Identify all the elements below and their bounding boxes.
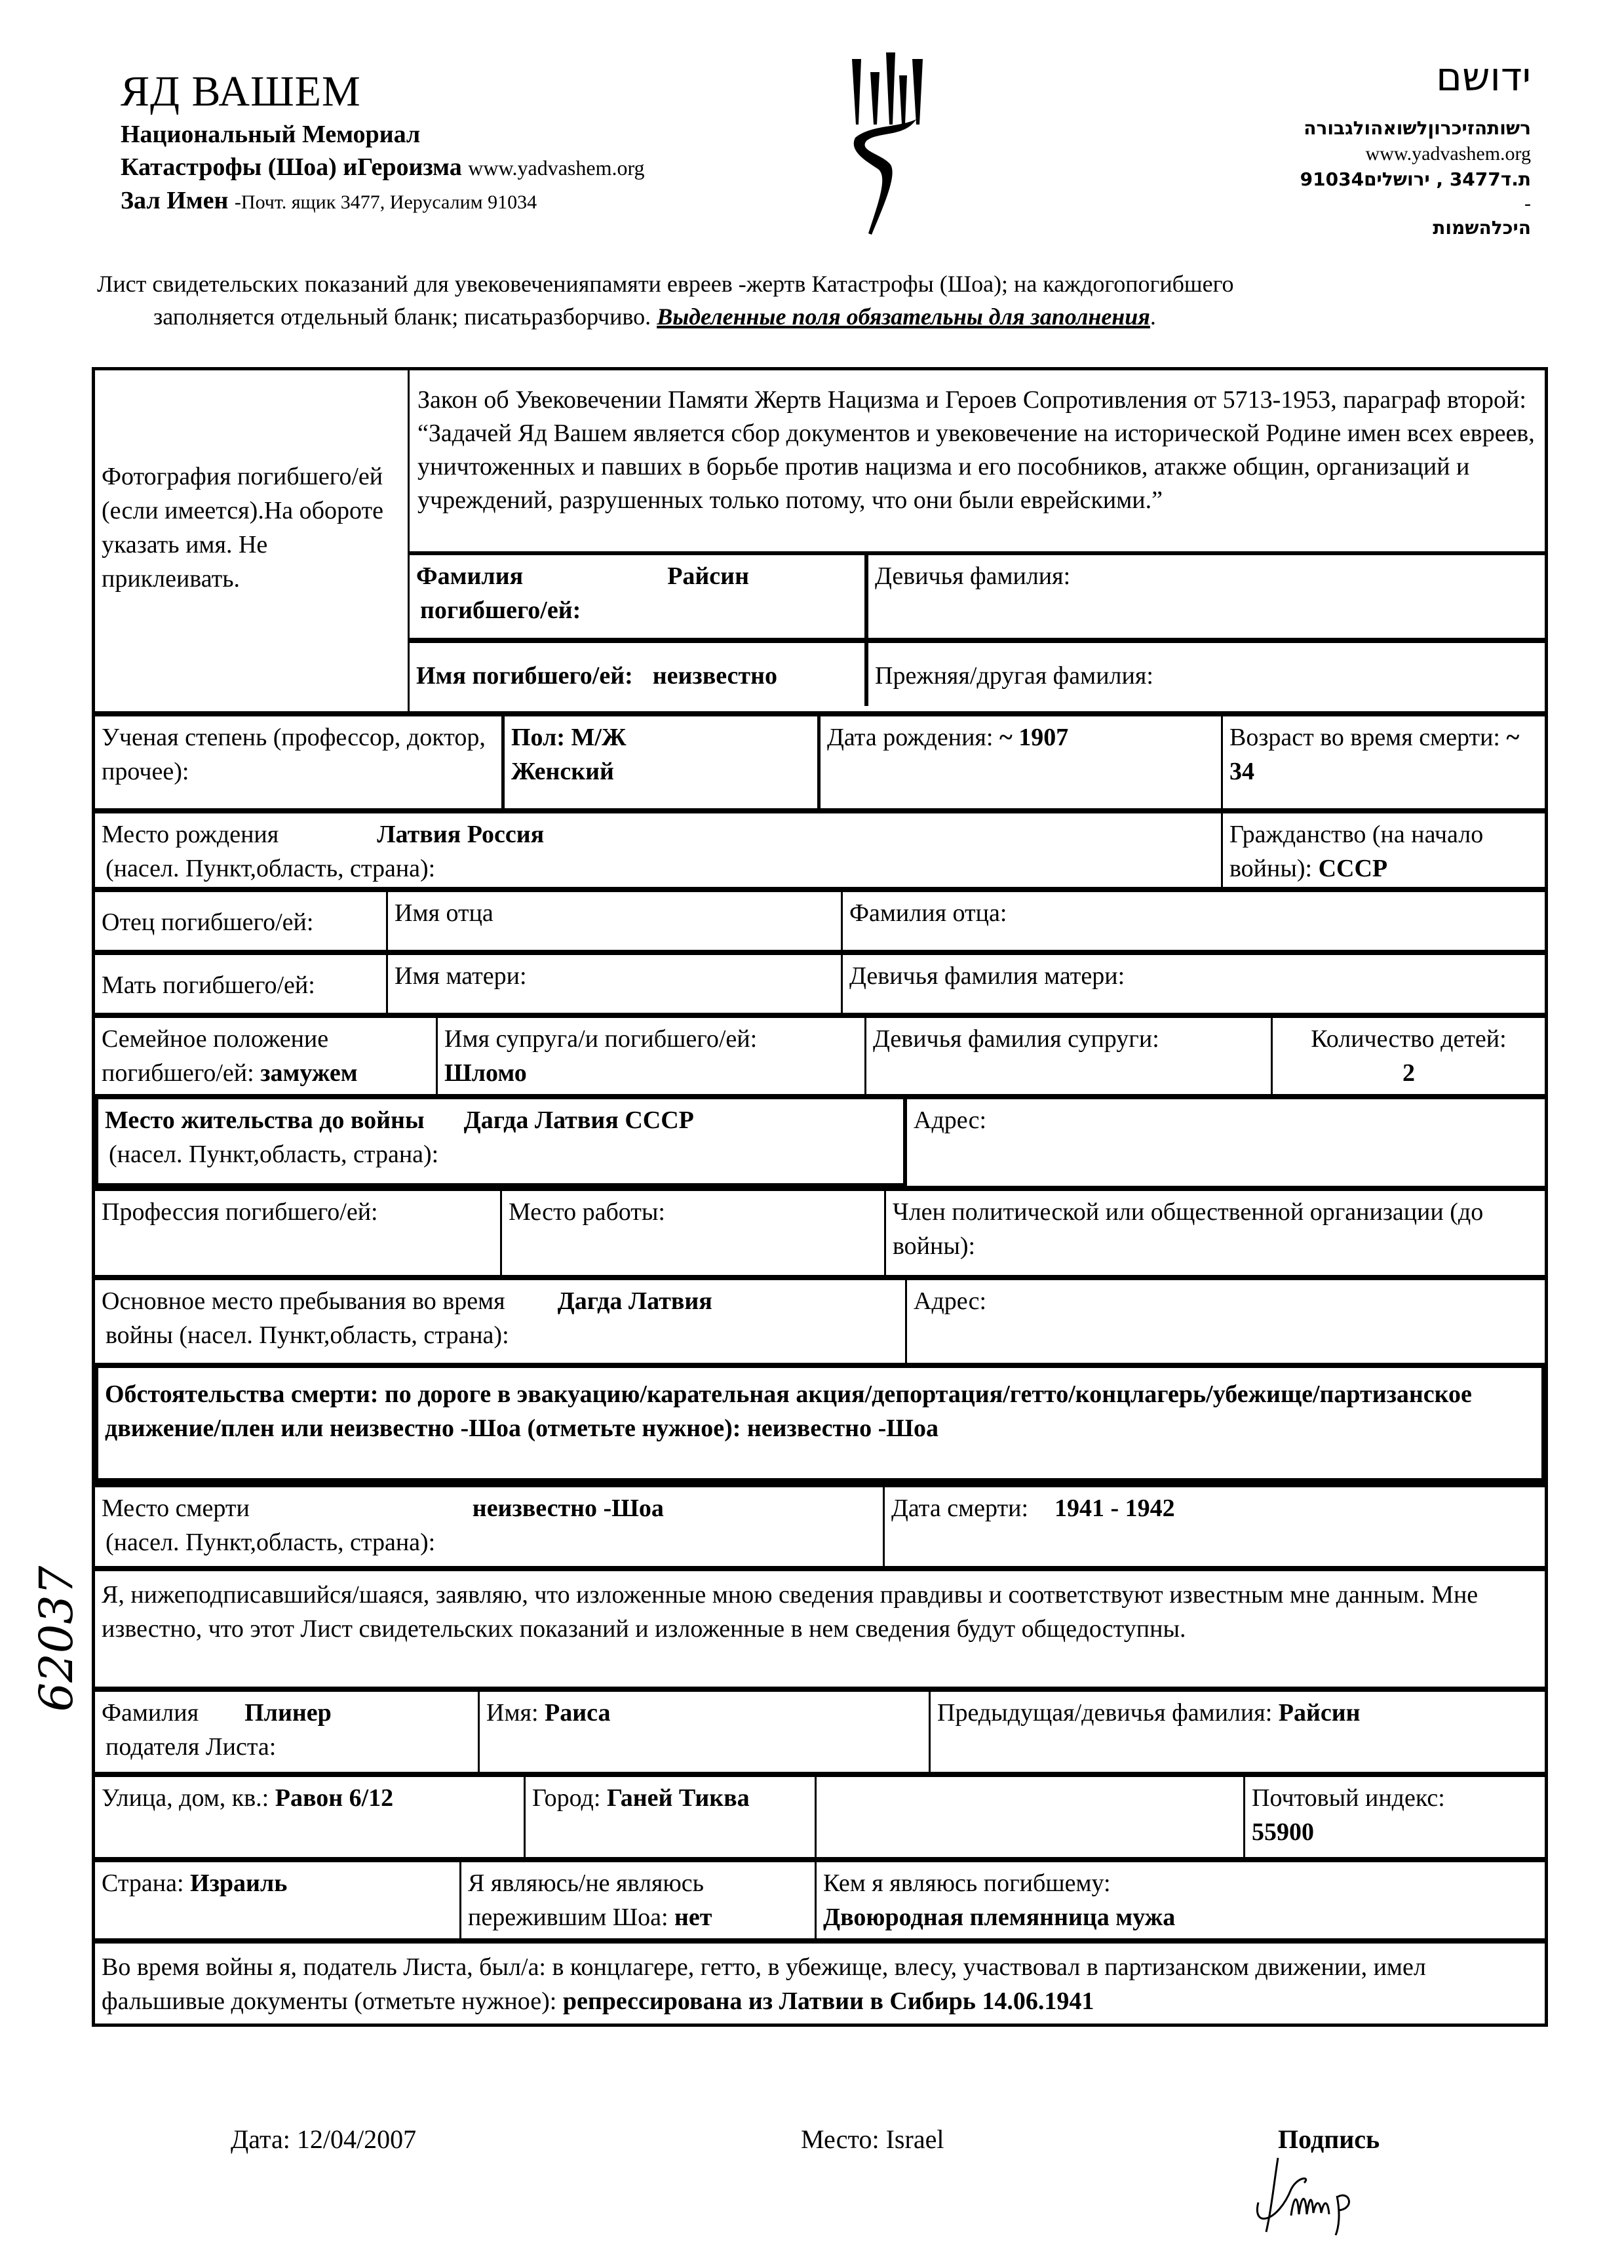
age-at-death-value: ~ 34 [1229, 724, 1520, 785]
handwritten-margin-number [26, 1554, 98, 1724]
death-circumstances-field[interactable]: Обстоятельства смерти: по дороге в эвакуацию/карательная акция/депортация/гетто/концлагерь/убежище/партизанское движение/плен или неизвестно -Шоа (отметьте нужное): неизвестно -Шоа [95, 1368, 1545, 1478]
header-right: ידושם רשותהזיכרוןלשואהולגבורה www.yadvashem.org 91034ת.ד3477 , ירושלים - היכלהשמות [1300, 51, 1531, 241]
victim-first-name-field[interactable]: Имя погибшего/ей: неизвестно [410, 643, 868, 706]
declaration-text: Я, нижеподписавшийся/шаяся, заявляю, что изложенные мною сведения правдивы и соответствуют известным мне данным. Мне известно, что этот Лист свидетельских показаний и изложенные в нем сведения будут общедоступны. [102, 1581, 1479, 1643]
citizenship-field[interactable]: Гражданство (на начало войны): СССР [1221, 813, 1545, 887]
maiden-name-field[interactable]: Девичья фамилия: [875, 562, 1071, 590]
father-surname-field[interactable]: Фамилия отца: [841, 892, 1545, 950]
spouse-name-field[interactable]: Имя супруга/и погибшего/ей: Шломо [436, 1018, 864, 1094]
svg-text:62037: 62037 [29, 1565, 83, 1712]
birth-place-value: Латвия Россия [377, 821, 545, 848]
submitter-surname-field[interactable]: Фамилия Плинер подателя Листа: [102, 1699, 332, 1761]
footer-date-value: 12/04/2007 [296, 2124, 417, 2154]
profession-field[interactable]: Профессия погибшего/ей: [102, 1198, 378, 1226]
photo-and-name-block [95, 370, 1545, 711]
death-circumstances-value: неизвестно -Шоа [746, 1415, 938, 1442]
submitter-name-value: Раиса [545, 1699, 611, 1727]
law-text: Закон об Увековечении Памяти Жертв Нацизма и Героев Сопротивления от 5713-1953, параграф второй: “Задачей Яд Вашем является сбор документов и увековечение на исторической Родине имен всех евреев, уничтоженных и павших в борьбе против нацизма и его пособников, атакже общин, организаций и учреждений, разрушенных только потому, что они были еврейскими.” [410, 370, 1545, 555]
mother-label: Мать погибшего/ей: [102, 971, 315, 999]
wartime-place-field[interactable]: Основное место пребывания во время Дагда Латвия войны (насел. Пункт,область, страна): [102, 1287, 712, 1349]
org-title: ЯД ВАШЕМ [121, 68, 361, 115]
testimony-form [92, 367, 1548, 2027]
postal-code-value: 55900 [1252, 1818, 1314, 1846]
footer-date: Дата: 12/04/2007 [231, 2124, 417, 2154]
blank-address-field[interactable] [815, 1777, 1243, 1857]
footer-place-value: Israel [885, 2124, 944, 2154]
residence-value: Дагда Латвия СССР [463, 1106, 694, 1134]
org-url-right: www.yadvashem.org [1365, 143, 1531, 165]
children-count-field[interactable]: Количество детей: 2 [1271, 1018, 1545, 1094]
header-left [121, 66, 645, 219]
handwritten-signature-icon [1252, 2157, 1475, 2235]
postal-code-field[interactable]: Почтовый индекс: 55900 [1243, 1777, 1545, 1857]
mother-maiden-name-field[interactable]: Девичья фамилия матери: [841, 955, 1545, 1013]
spouse-maiden-name-field[interactable]: Девичья фамилия супруги: [864, 1018, 1271, 1094]
submitter-surname-value: Плинер [244, 1699, 332, 1727]
relation-value: Двоюродная племянница мужа [823, 1904, 1176, 1931]
org-address-hebrew: 91034ת.ד3477 , ירושלים [1300, 168, 1531, 190]
city-value: Ганей Тиква [606, 1784, 750, 1812]
victim-first-name-value: неизвестно [652, 662, 777, 690]
wartime-place-value: Дагда Латвия [557, 1287, 712, 1315]
org-subtitle-2: Катастрофы (Шоа) иГероизма www.yadvashem.org [121, 153, 645, 181]
org-subtitle-1: Национальный Мемориал [121, 121, 421, 148]
degree-field[interactable]: Ученая степень (профессор, доктор, прочее): [102, 724, 486, 785]
org-url: www.yadvashem.org [468, 156, 645, 180]
photo-field[interactable]: Фотография погибшего/ей (если имеется).На обороте указать имя. Не приклеивать. [95, 370, 410, 711]
other-surname-field[interactable]: Прежняя/другая фамилия: [875, 662, 1153, 690]
marital-status-field[interactable]: Семейное положение погибшего/ей: замужем [102, 1025, 358, 1087]
required-fields-note: Выделенные поля обязательны для заполнения [657, 303, 1150, 330]
submitter-name-field[interactable]: Имя: Раиса [478, 1692, 929, 1772]
birth-place-field[interactable]: Место рождения Латвия Россия (насел. Пункт,область, страна): [102, 821, 545, 882]
gender-field[interactable]: Пол: М/Ж Женский [501, 716, 817, 808]
org-address: Зал Имен -Почт. ящик 3477, Иерусалим 91034 [121, 187, 537, 214]
residence-field[interactable]: Место жительства до войны Дагда Латвия СССР (насел. Пункт,область, страна): [95, 1099, 905, 1186]
street-field[interactable]: Улица, дом, кв.: Равон 6/12 [102, 1784, 394, 1812]
org-subtitle-hebrew: רשותהזיכרוןלשואהולגבורה [1304, 117, 1531, 139]
gender-value: Женский [511, 758, 614, 785]
spouse-name-value: Шломо [444, 1059, 527, 1087]
submitter-wartime-field[interactable]: Во время войны я, податель Листа, был/а: в концлагере, гетто, в убежище, влесу, участвовал в партизанском движении, имел фальшивые документы (отметьте нужное): репрессирована из Латвии в Сибирь 14.06.1941 [102, 1953, 1426, 2015]
children-count-value: 2 [1402, 1059, 1415, 1087]
residence-address-field[interactable]: Адрес: [905, 1099, 1545, 1186]
submitter-previous-surname-value: Райсин [1278, 1699, 1361, 1727]
yad-vashem-logo-icon [852, 52, 944, 236]
signature-label: Подпись [1278, 2124, 1380, 2154]
marital-status-value: замужем [260, 1059, 358, 1087]
footer-place: Место: Israel [801, 2124, 944, 2154]
organization-member-field[interactable]: Член политической или общественной организации (до войны): [884, 1191, 1545, 1275]
survivor-status-field[interactable]: Я являюсь/не являюсь пережившим Шоа: нет [459, 1862, 815, 1938]
relation-field[interactable]: Кем я являюсь погибшему: Двоюродная племянница мужа [815, 1862, 1545, 1938]
country-value: Израиль [190, 1869, 288, 1897]
father-name-field[interactable]: Имя отца [386, 892, 841, 950]
citizenship-value: СССР [1318, 855, 1388, 882]
birth-date-value: ~ 1907 [999, 724, 1069, 751]
street-value: Равон 6/12 [275, 1784, 394, 1812]
death-place-value: неизвестно -Шоа [472, 1495, 664, 1522]
submitter-previous-surname-field[interactable]: Предыдущая/девичья фамилия: Райсин [929, 1692, 1545, 1772]
death-place-field[interactable]: Место смерти неизвестно -Шоа (насел. Пункт,область, страна): [102, 1495, 664, 1556]
age-at-death-field[interactable]: Возраст во время смерти: ~ 34 [1221, 716, 1545, 808]
hall-of-names-hebrew: היכלהשמות [1433, 217, 1531, 239]
victim-surname-field[interactable]: Фамилия Райсин погибшего/ей: [410, 555, 868, 638]
survivor-status-value: нет [674, 1904, 712, 1931]
victim-surname-value: Райсин [667, 562, 749, 590]
city-field[interactable]: Город: Ганей Тиква [524, 1777, 815, 1857]
submitter-wartime-value: репрессирована из Латвии в Сибирь 14.06.1941 [562, 1987, 1094, 2015]
mother-name-field[interactable]: Имя матери: [386, 955, 841, 1013]
wartime-address-field[interactable]: Адрес: [905, 1280, 1545, 1363]
form-instructions: Лист свидетельских показаний для увековеченияпамяти евреев -жертв Катастрофы (Шоа); на каждогопогибшего заполняется отдельный бланк; писатьразборчиво. Выделенные поля обязательны для заполнения. [97, 271, 1234, 330]
father-label: Отец погибшего/ей: [102, 909, 314, 936]
country-field[interactable]: Страна: Израиль [102, 1869, 288, 1897]
birth-date-field[interactable]: Дата рождения: ~ 1907 [817, 716, 1221, 808]
death-date-value: 1941 - 1942 [1054, 1495, 1175, 1522]
death-date-field[interactable]: Дата смерти: 1941 - 1942 [883, 1487, 1545, 1566]
org-title-hebrew: ידושם [1436, 54, 1531, 100]
workplace-field[interactable]: Место работы: [500, 1191, 884, 1275]
